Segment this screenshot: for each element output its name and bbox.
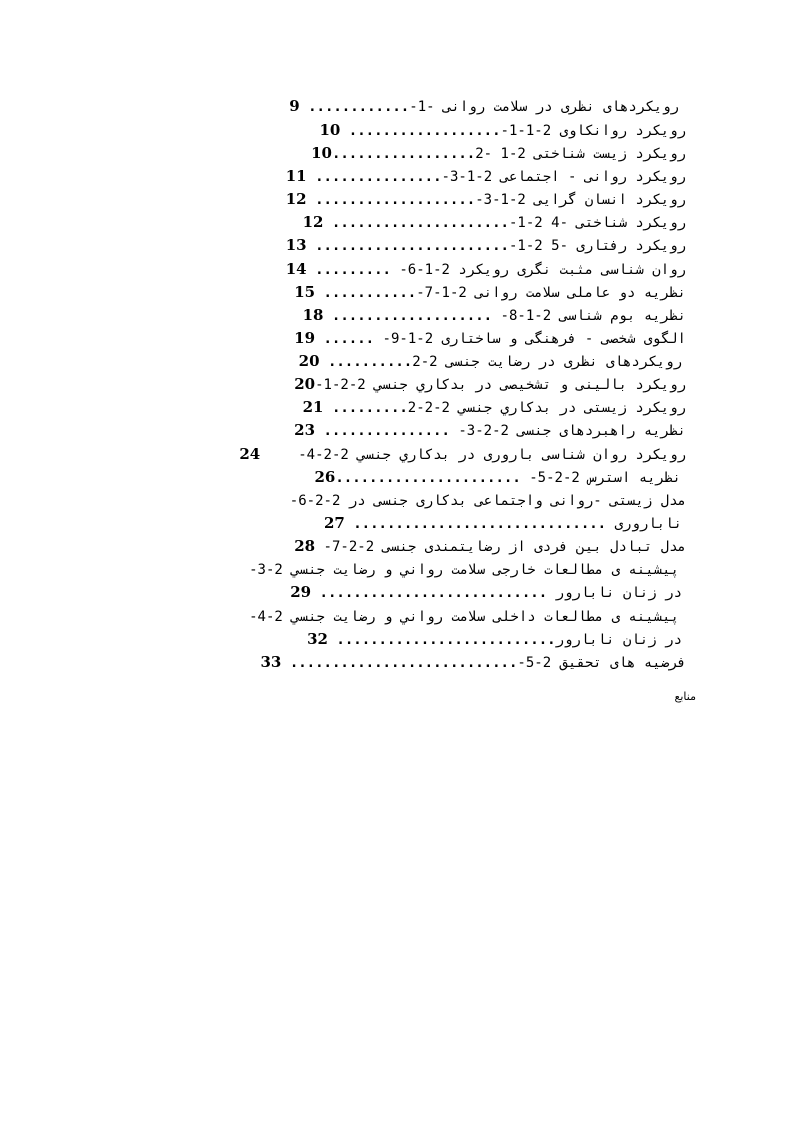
toc-leader-dots: .......... <box>327 354 413 370</box>
toc-entry <box>294 327 686 349</box>
toc-entry <box>286 234 686 256</box>
toc-entry <box>294 373 686 395</box>
toc-entry-title: رویکرد شناختی -4 2-1- <box>508 215 686 231</box>
toc-page-number: 19 <box>294 329 316 347</box>
toc-page-number: 12 <box>285 190 307 208</box>
toc-leader-dots: ....................... <box>315 238 509 254</box>
toc-entry-title: نظریه راهبردهای جنسی 2-2-3- <box>458 423 686 439</box>
toc-page-number: 20 <box>298 352 320 370</box>
toc-page-number: 14 <box>285 260 307 278</box>
toc-leader-dots: .................. <box>348 123 501 139</box>
toc-leader-dots: ........................... <box>319 585 548 601</box>
toc-entry-title: رویکرد روان شناسی باروری در بدکاري جنسي 2-2-4- <box>298 447 686 463</box>
toc-entry <box>286 188 686 210</box>
toc-leader-dots: ...... <box>323 331 375 347</box>
toc-leader-dots: ............ <box>308 99 410 115</box>
toc-entry <box>314 466 681 488</box>
toc-entry-title: نظریه بوم شناسی 2-1-8- <box>500 308 686 324</box>
toc-entry-title: نظریه دو عاملی سلامت روانی 2-1-7- <box>416 285 686 301</box>
toc-entry-title: رویکرد روانی - اجتماعی 2-1-3- <box>441 169 686 185</box>
toc-page-number: 15 <box>294 283 316 301</box>
toc-entry <box>303 211 686 233</box>
toc-entry-title: الگوی شخصی - فرهنگی و ساختاری 2-1-9- <box>382 331 686 347</box>
toc-entry-title: رویکرد رفتاری -5 2-1- <box>508 238 686 254</box>
toc-entry <box>303 396 686 418</box>
toc-entry <box>290 489 686 511</box>
toc-entry-title: نظریه استرس 2-2-5- <box>529 470 681 486</box>
toc-page-number: 24 <box>239 445 261 463</box>
toc-entry <box>286 258 686 280</box>
toc-page-number: 33 <box>260 653 282 671</box>
toc-page-number: 29 <box>290 583 312 601</box>
toc-leader-dots: .......................... <box>336 632 556 648</box>
toc-leader-dots: ........... <box>323 285 417 301</box>
toc-page-number: 26 <box>314 468 336 486</box>
toc-page-number: 18 <box>302 306 324 324</box>
toc-leader-dots: ............... <box>323 423 450 439</box>
toc-entry <box>261 651 687 673</box>
toc-entry <box>249 605 679 627</box>
toc-entry-title: فرضیه های تحقیق 2-5- <box>517 655 686 671</box>
toc-page-number: 20 <box>294 375 316 393</box>
toc-leader-dots: ......... <box>315 262 391 278</box>
toc-entry <box>294 281 686 303</box>
toc-entry <box>294 419 686 441</box>
toc-entry <box>290 581 682 603</box>
toc-leader-dots: ................... <box>331 308 493 324</box>
toc-entry <box>303 304 686 326</box>
toc-entry <box>307 628 682 650</box>
toc-entry <box>289 95 679 117</box>
toc-leader-dots: .............................. <box>353 516 607 532</box>
toc-leader-dots: ................... <box>315 192 476 208</box>
toc-page-number: 11 <box>285 167 307 185</box>
toc-entry-title: روان شناسی مثبت نگری رویکرد 2-1-6- <box>399 262 686 278</box>
toc-leader-dots: ........................... <box>289 655 518 671</box>
toc-entry-title: مدل زیستی -روانی واجتماعی بدکاری جنسی در 2-2-6- <box>289 493 686 509</box>
toc-leader-dots: ..................... <box>331 215 509 231</box>
toc-entry <box>239 443 686 465</box>
toc-leader-dots: ................. <box>331 146 476 162</box>
toc-page-number: 21 <box>302 398 324 416</box>
toc-entry-title: رویکرد بالینی و تشخیصی در بدکاري جنسي 2-2-1- <box>315 377 686 393</box>
toc-entry <box>299 350 682 372</box>
toc-entry <box>286 165 686 187</box>
toc-page-number: 12 <box>302 213 324 231</box>
toc-entry-title: پیشینه ی مطالعات خارجی سلامت رواني و رضایت جنسي 2-3- <box>249 562 679 578</box>
toc-entry <box>294 535 686 557</box>
toc-entry <box>249 558 679 580</box>
toc-entry-title: رویکرد روانکاوی 2-1-1- <box>500 123 686 139</box>
toc-page-number: 10 <box>311 144 332 162</box>
toc-page-number: 10 <box>319 121 341 139</box>
toc-leader-dots: ............... <box>315 169 442 185</box>
toc-page-number: 32 <box>307 630 328 648</box>
toc-leader-dots: ...................... <box>335 470 521 486</box>
toc-entry-title: مدل تبادل بین فردی از رضایتمندی جنسی 2-2-7- <box>323 539 686 555</box>
toc-entry-title: رویکرد زیست شناختی 2-1 -2 <box>475 146 686 162</box>
toc-page-number: 27 <box>323 514 345 532</box>
toc-entry-title: پیشینه ی مطالعات داخلی سلامت رواني و رضایت جنسي 2-4- <box>249 609 679 625</box>
toc-entry-title: در زنان نابارور <box>555 632 682 648</box>
toc-entry-title: رویکردهای نظری در رضایت جنسی 2-2 <box>412 354 682 370</box>
toc-entry <box>319 119 686 141</box>
toc-page-number: 28 <box>294 537 316 555</box>
toc-entry-title: رویکرد زیستی در بدکاري جنسي 2-2-2 <box>407 400 686 416</box>
toc-entry-title: رویکردهای نظری در سلامت روانی -1- <box>409 99 679 115</box>
toc-entry-title: رویکرد انسان گرایی 2-1-3- <box>475 192 686 208</box>
toc-entry-title: ناباروری <box>614 516 682 532</box>
toc-page-number: 9 <box>289 97 300 115</box>
references-label: منابع <box>674 690 696 703</box>
toc-entry-title: در زنان نابارور <box>555 585 682 601</box>
toc-entry <box>311 142 686 164</box>
toc-leader-dots: ......... <box>331 400 408 416</box>
toc-page-number: 13 <box>285 236 307 254</box>
toc-entry <box>324 512 682 534</box>
toc-page-number: 23 <box>294 421 316 439</box>
